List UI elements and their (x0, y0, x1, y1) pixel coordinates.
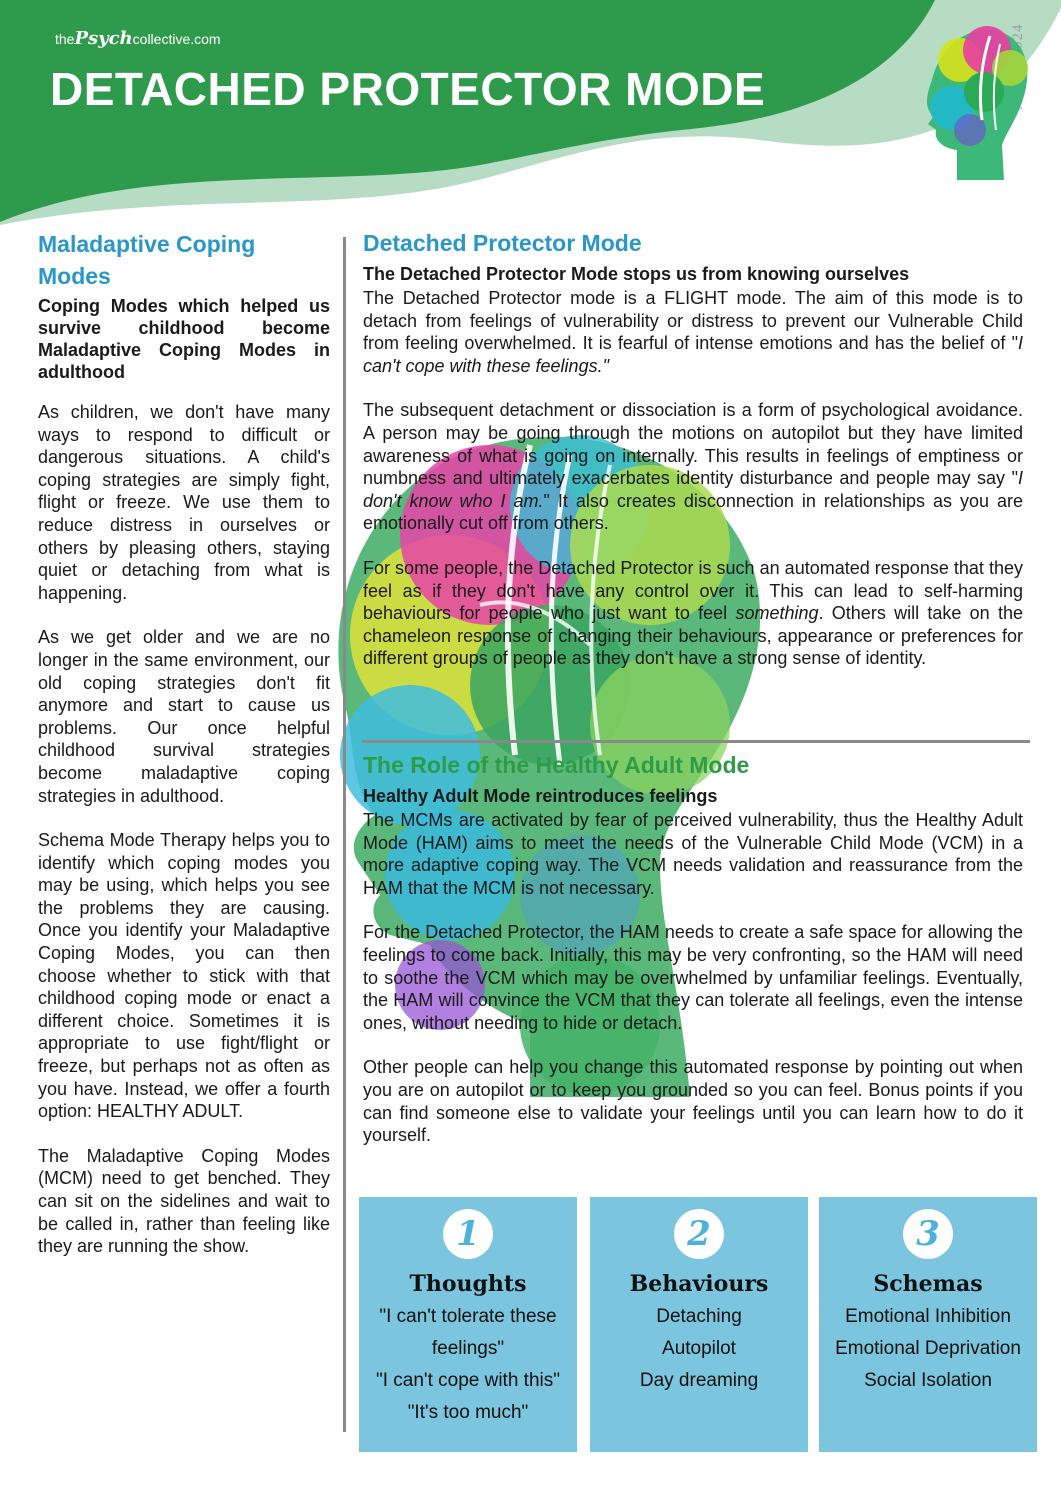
right-paragraph-1 (363, 287, 1023, 377)
brand-psych: Psych (74, 28, 133, 49)
left-paragraph: As children, we don't have many ways to respond to difficult or dangerous situations. A child's coping strategies are simply fight, flight or freeze. We use them to reduce distress in ourselves or others by pleasing others, staying quiet or detaching from what is happening. (38, 402, 330, 603)
right-paragraph-2 (363, 399, 1023, 535)
right-subheading: The Detached Protector Mode stops us from knowing ourselves (363, 264, 910, 284)
box-line: "I can't tolerate these (379, 1306, 557, 1327)
number-badge: 2 (674, 1209, 724, 1259)
brand-logo (55, 28, 221, 49)
number-badge: 3 (903, 1209, 953, 1259)
number-badge: 1 (443, 1209, 493, 1259)
brand-rest: collective.com (132, 31, 221, 47)
sec2-heading: The Role of the Healthy Adult Mode (363, 752, 750, 778)
column-divider (343, 237, 346, 1432)
box-line: "I can't cope with this" (376, 1370, 560, 1391)
p3-italic: something (735, 603, 819, 624)
sec2-paragraph: For the Detached Protector, the HAM needs to create a safe space for allowing the feelings to come back. Initially, this may be very confronting, so the HAM will need to soothe the VCM which may be overwhelmed by unfamiliar feelings. Eventually, the HAM will convince the VCM that they can tolerate all feelings, even the intense ones, without needing to hide or detach. (363, 922, 1023, 1033)
left-subheading: Coping Modes which helped us survive childhood become Maladaptive Coping Modes in adulthood (38, 296, 330, 382)
sec2-paragraph: Other people can help you change this automated response by pointing out when you are on autopilot or to keep you grounded so you can feel. Bonus points if you can find someone else to validate your feelings until you can learn how to do it yourself. (363, 1057, 1023, 1146)
p3-text: For some people, the Detached Protector is such an automated response that they feel as if they don't have any control over it. This can lead to self-harming behaviours for people who just want to feel (363, 557, 1023, 624)
head-illustration-icon (912, 20, 1032, 185)
p3-end: . Others will take on the chameleon response of changing their behaviours, appearance or preferences for different groups of people as they don't have a strong sense of identity. (363, 603, 1023, 669)
right-column (363, 228, 1023, 1146)
sec2-subheading: Healthy Adult Mode reintroduces feelings (363, 786, 718, 806)
left-heading: Maladaptive Coping Modes (38, 231, 256, 289)
box-line: Autopilot (662, 1338, 736, 1359)
box-line: Social Isolation (864, 1370, 992, 1391)
p2-text: The subsequent detachment or dissociation is a form of psychological avoidance. A person may be going through the motions on autopilot but they have limited awareness of what is going on internally. This results in feelings of emptiness or numbness and ultimately exacerbates identity disturbance and people may say " (363, 400, 1023, 489)
box-line: Emotional Inhibition (845, 1306, 1011, 1327)
box-line: feelings" (431, 1338, 505, 1359)
thoughts-box (359, 1197, 577, 1452)
p2-quote: I don't know who I am. (363, 468, 1023, 511)
schemas-box (819, 1197, 1037, 1452)
left-column (38, 228, 330, 1280)
left-paragraph: The Maladaptive Coping Modes (MCM) need to get benched. They can sit on the sidelines and wait to be called in, rather than feeling like they are running the show. (38, 1145, 330, 1257)
left-paragraph: As we get older and we are no longer in the same environment, our old coping strategies don't fit anymore and start to cause us problems. Our once helpful childhood survival strategies become maladaptive coping strategies in adulthood. (38, 627, 330, 806)
healthy-adult-section (363, 750, 1023, 1169)
box-title: Schemas (873, 1271, 983, 1297)
box-title: Thoughts (409, 1271, 527, 1297)
box-title: Behaviours (629, 1271, 769, 1297)
p1-text: The Detached Protector mode is a FLIGHT mode. The aim of this mode is to detach from feelings of vulnerability or distress to prevent our Vulnerable Child from feeling overwhelmed. It is fearful of intense emotions and has the belief of " (363, 288, 1023, 354)
box-line: Detaching (656, 1306, 742, 1327)
p2-end: " It also creates disconnection in relationships as you are emotionally cut off from others. (363, 490, 1023, 534)
left-paragraph: Schema Mode Therapy helps you to identify which coping modes you may be using, which helps you see the problems they are causing. Once you identify your Maladaptive Coping Modes, you can then choose whether to stick with that childhood coping mode or enact a different choice. Sometimes it is appropriate to use fight/flight or freeze, but perhaps not as often as you have. Instead, we offer a fourth option: HEALTHY ADULT. (38, 830, 330, 1122)
sec2-paragraph: The MCMs are activated by fear of perceived vulnerability, thus the Healthy Adult Mode (HAM) aims to meet the needs of the Vulnerable Child Mode (VCM) in a more adaptive coping way. The VCM needs validation and reassurance from the HAM that the MCM is not necessary. (363, 810, 1023, 898)
box-line: Day dreaming (639, 1370, 759, 1391)
behaviours-box (590, 1197, 808, 1452)
p1-quote: I can't cope with these feelings." (363, 333, 1023, 376)
right-heading: Detached Protector Mode (363, 230, 642, 256)
section-divider (362, 740, 1030, 743)
box-line: Emotional Deprivation (835, 1338, 1021, 1359)
box-line: "It's too much" (407, 1402, 529, 1423)
brand-the: the (55, 31, 75, 47)
page-title: DETACHED PROTECTOR MODE (50, 63, 766, 115)
right-paragraph-3 (363, 557, 1023, 670)
